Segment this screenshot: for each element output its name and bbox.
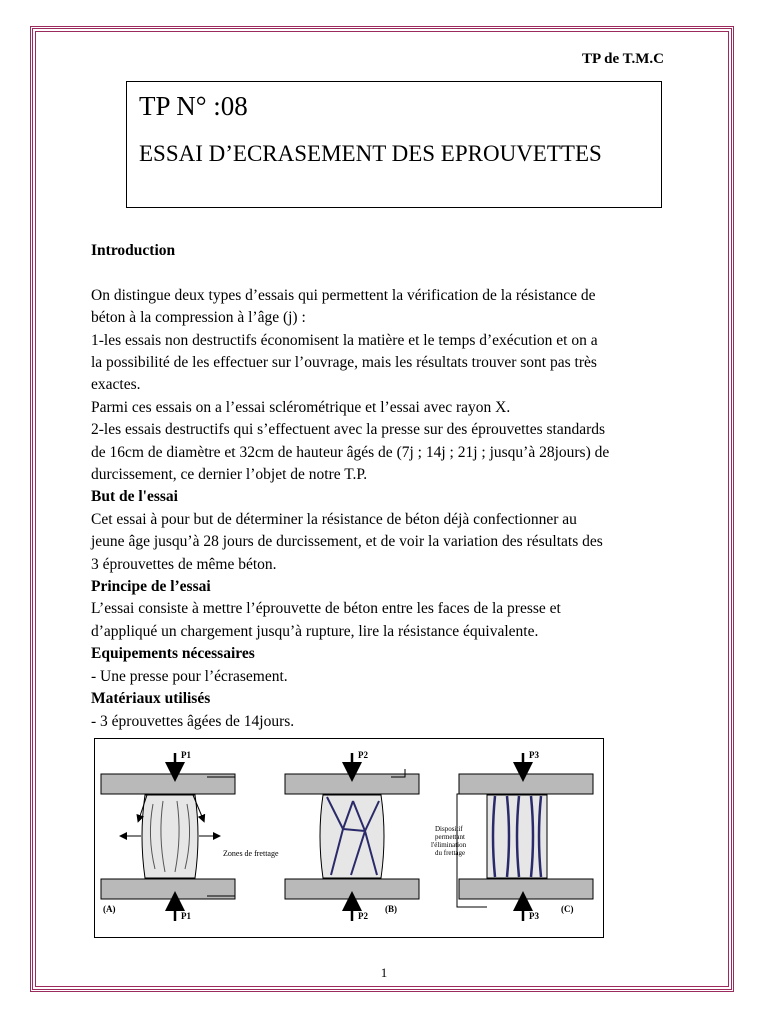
tp-number: TP N° :08 xyxy=(139,91,248,121)
specimen-c xyxy=(431,750,593,921)
platen-bottom-b xyxy=(285,879,419,899)
but-line: Cet essai à pour but de déterminer la résistance de béton déjà confectionner au xyxy=(91,510,577,528)
title-box xyxy=(126,81,662,208)
paragraph-gap xyxy=(91,262,701,284)
label-p2-bottom: P2 xyxy=(358,911,368,921)
intro-line: 2-les essais destructifs qui s’effectuent avec la presse sur des éprouvettes standards xyxy=(91,421,606,439)
platen-bottom-c xyxy=(459,879,593,899)
equip-line: - Une presse pour l’écrasement. xyxy=(91,667,288,685)
label-dispositif-line: l'élimination xyxy=(431,841,467,849)
tp-title: ESSAI D’ECRASEMENT DES EPROUVETTES xyxy=(139,141,602,166)
label-a: (A) xyxy=(103,904,116,914)
label-p3-top: P3 xyxy=(529,750,539,760)
intro-line: béton à la compression à l’âge (j) : xyxy=(91,309,306,327)
specimen-diagram xyxy=(94,738,604,938)
course-header: TP de T.M.C xyxy=(582,51,664,67)
label-c: (C) xyxy=(561,904,574,914)
section-heading-materiaux: Matériaux utilisés xyxy=(91,690,211,708)
platen-top-c xyxy=(459,774,593,794)
intro-line: On distingue deux types d’essais qui permettent la vérification de la résistance de xyxy=(91,286,596,304)
intro-line: exactes. xyxy=(91,376,141,394)
section-heading-principe: Principe de l’essai xyxy=(91,578,211,596)
but-line: 3 éprouvettes de même béton. xyxy=(91,555,277,573)
label-dispositif-line: Dispositif xyxy=(435,825,463,833)
document-body xyxy=(91,240,701,733)
intro-line: durcissement, ce dernier l’objet de notre T.P. xyxy=(91,466,368,484)
label-dispositif-line: permettant xyxy=(435,833,465,841)
principe-line: L’essai consiste à mettre l’éprouvette de béton entre les faces de la presse et xyxy=(91,600,561,618)
intro-line: Parmi ces essais on a l’essai sclérométrique et l’essai avec rayon X. xyxy=(91,398,511,416)
section-heading-but: But de l'essai xyxy=(91,488,178,506)
label-zones-frettage: Zones de frettage xyxy=(223,849,279,858)
intro-line: la possibilité de les effectuer sur l’ouvrage, mais les résultats trouver sont pas très xyxy=(91,354,597,372)
intro-line: de 16cm de diamètre et 32cm de hauteur âgés de (7j ; 14j ; 21j ; jusqu’à 28jours) de xyxy=(91,443,610,461)
but-line: jeune âge jusqu’à 28 jours de durcissement, et de voir la variation des résultats des xyxy=(91,533,603,551)
label-p1-bottom: P1 xyxy=(181,911,191,921)
specimen-b xyxy=(285,750,419,921)
specimen-a xyxy=(101,750,235,921)
principe-line: d’appliqué un chargement jusqu’à rupture, lire la résistance équivalente. xyxy=(91,622,539,640)
label-p1-top: P1 xyxy=(181,750,191,760)
zones-annotation xyxy=(207,777,279,896)
intro-line: 1-les essais non destructifs économisent la matière et le temps d’exécution et on a xyxy=(91,331,598,349)
label-p3-bottom: P3 xyxy=(529,911,539,921)
label-b: (B) xyxy=(385,904,397,914)
page-number: 1 xyxy=(380,965,388,980)
label-dispositif-line: du frettage xyxy=(435,849,466,857)
section-heading-introduction: Introduction xyxy=(91,242,176,259)
specimen-diagram-svg xyxy=(95,739,605,939)
section-heading-equipements: Equipements nécessaires xyxy=(91,645,255,663)
mat-line: - 3 éprouvettes âgées de 14jours. xyxy=(91,712,295,730)
label-p2-top: P2 xyxy=(358,750,368,760)
